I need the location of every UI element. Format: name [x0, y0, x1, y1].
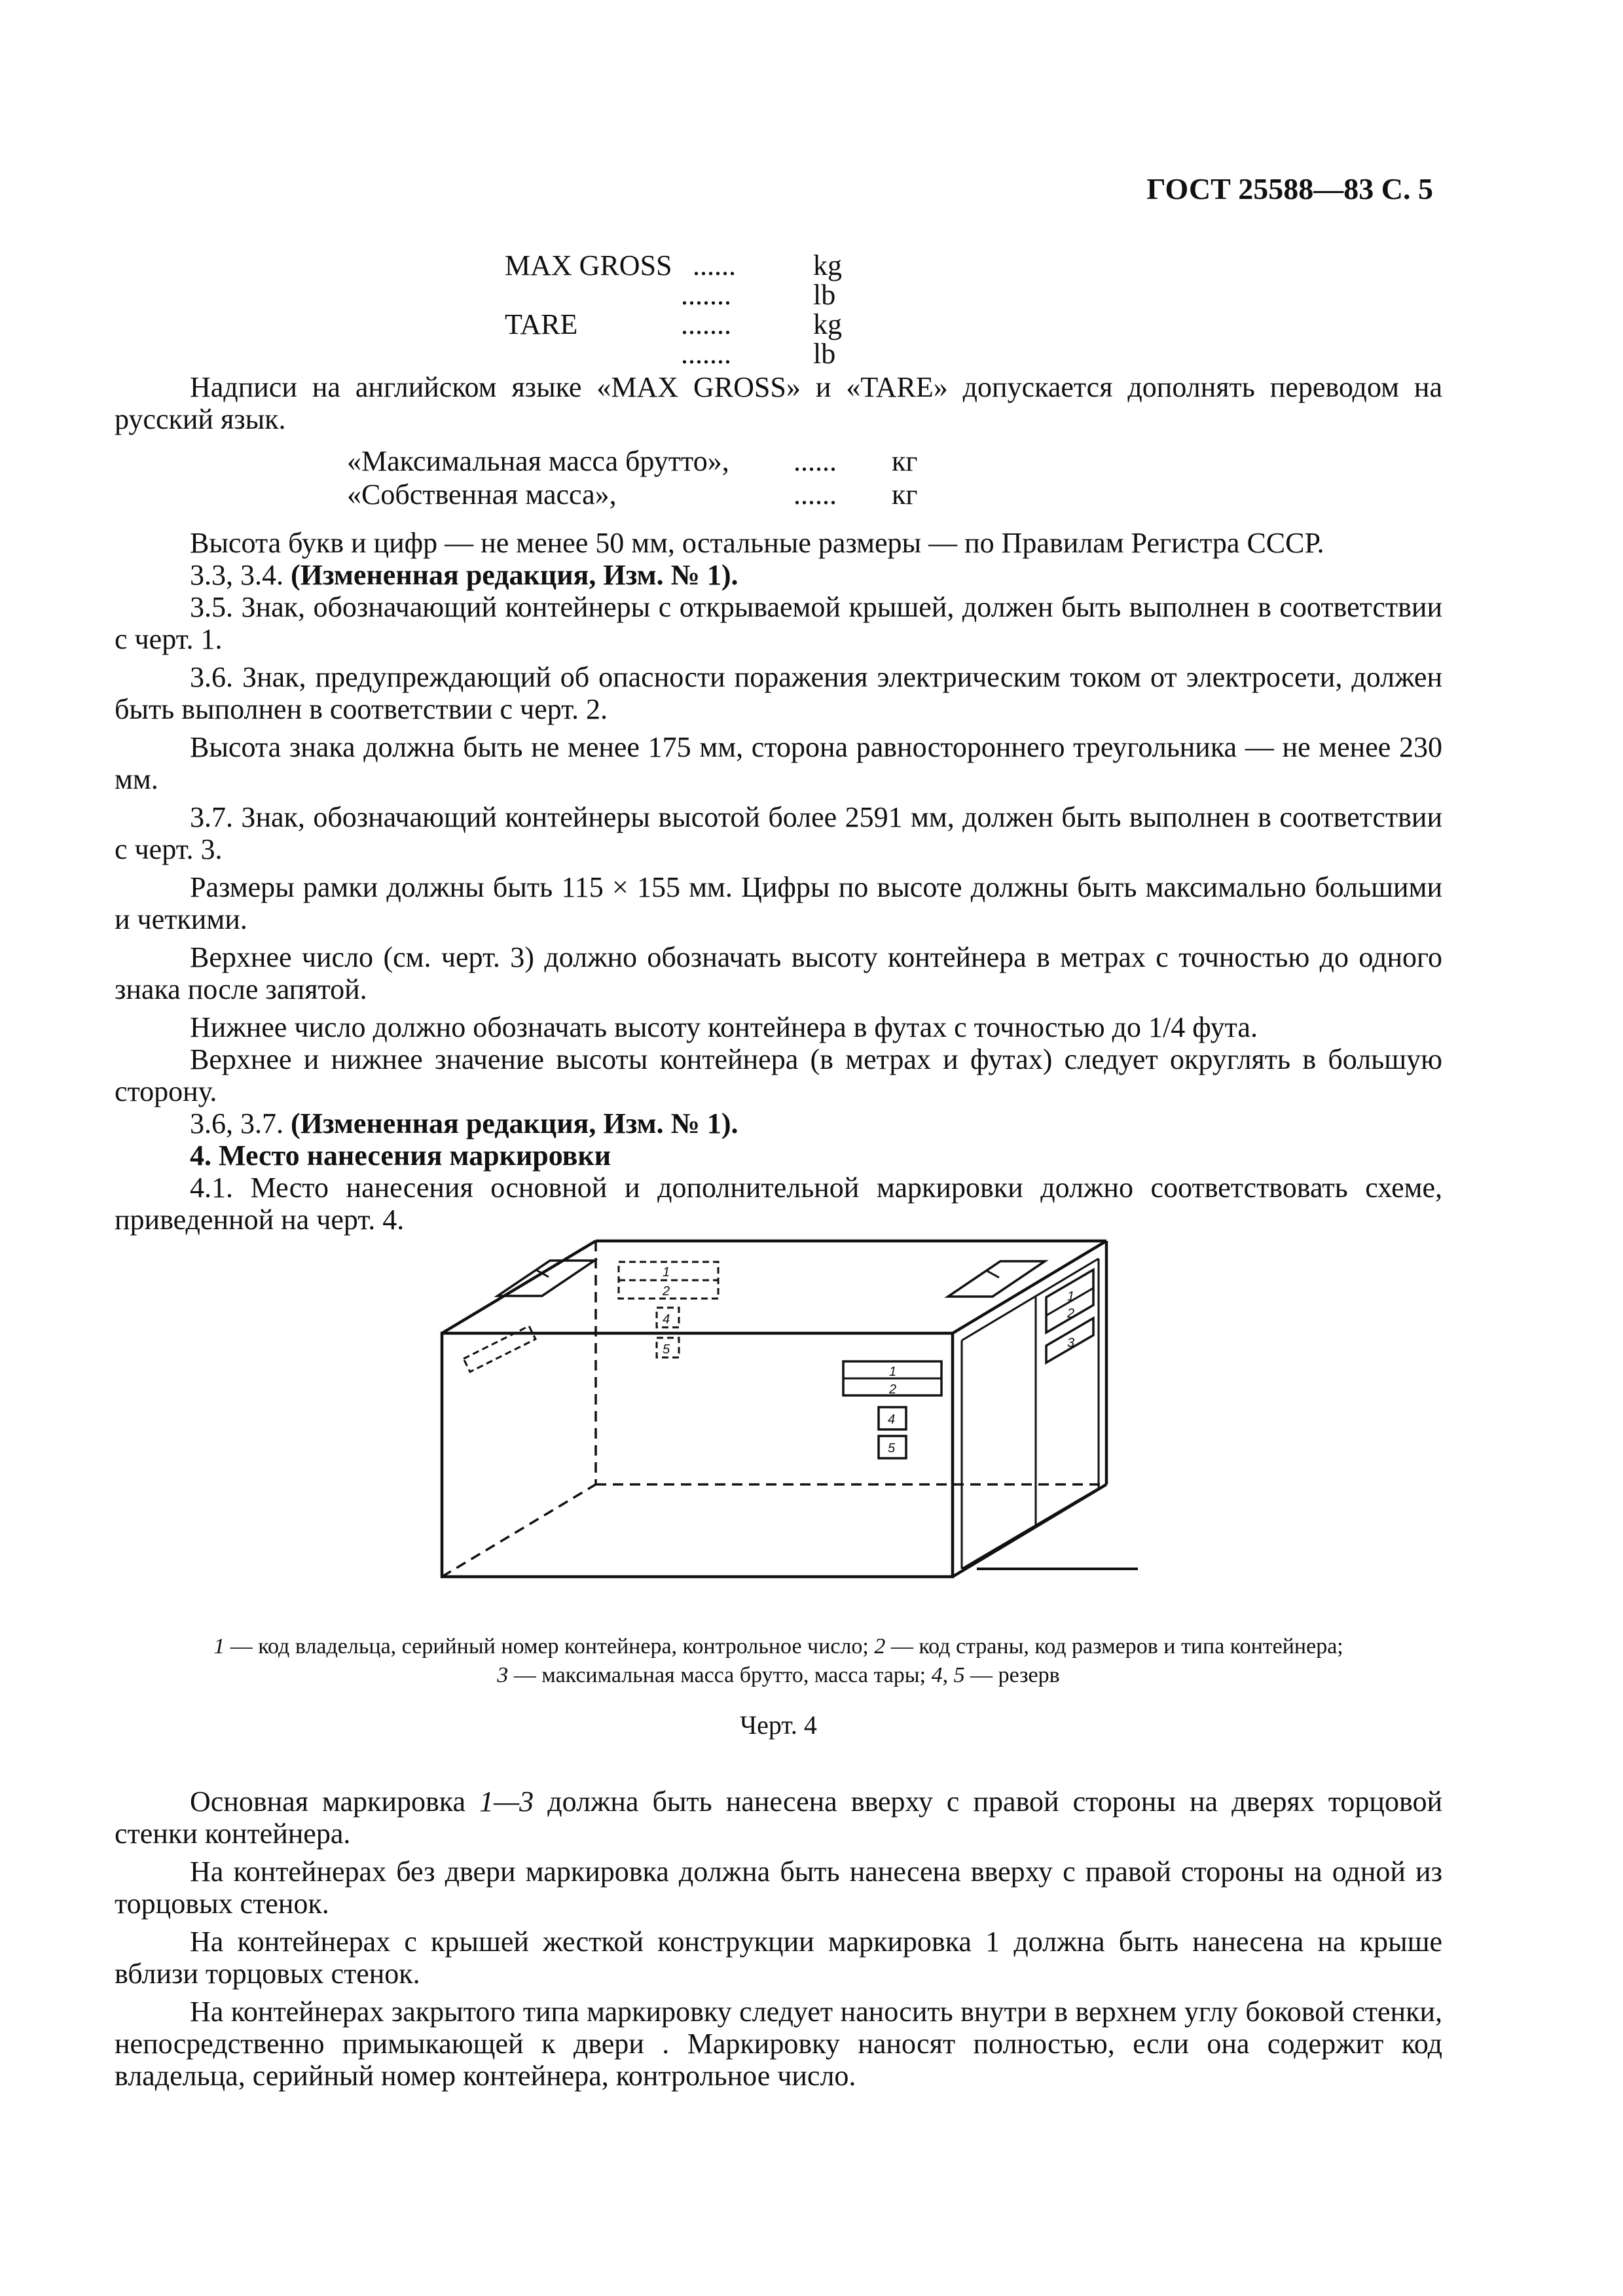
paragraph: Высота знака должна быть не менее 175 мм, сторона равностороннего треугольника — не менее 230 мм. [115, 731, 1442, 795]
paragraph: На контейнерах без двери маркировка должна быть нанесена вверху с правой стороны на одной из торцовых стенок. [115, 1856, 1442, 1920]
dots: ...... [793, 478, 837, 511]
translation-label: «Максимальная масса брутто», [347, 445, 729, 477]
unit-kg: kg [813, 249, 842, 281]
figure-title: Черт. 4 [740, 1710, 817, 1740]
tare-label: TARE [505, 308, 578, 340]
paragraph [115, 1785, 1442, 1850]
rear-marking-group [464, 1262, 718, 1372]
container-edge [953, 1241, 1106, 1333]
paragraph: Надписи на английском языке «MAX GROSS» и «TARE» допускается дополнять переводом на русский язык. [115, 371, 1442, 435]
caption-number: 2 [874, 1634, 886, 1659]
text-run: 1—3 [479, 1785, 534, 1818]
text-run: Основная маркировка [190, 1785, 480, 1818]
label-3: 3 [1067, 1336, 1075, 1350]
paragraph [115, 559, 1442, 591]
label-4: 4 [663, 1312, 670, 1327]
label-5: 5 [663, 1342, 670, 1357]
dots: ....... [681, 308, 731, 340]
paragraph: На контейнерах с крышей жесткой конструкции маркировка 1 должна быть нанесена на крыше вблизи торцовых стенок. [115, 1926, 1442, 1990]
paragraph: Нижнее число должно обозначать высоту контейнера в футах с точностью до 1/4 фута. [190, 1011, 1258, 1043]
caption-text: — код владельца, серийный номер контейнера, контрольное число; [225, 1634, 875, 1659]
amendment-note: (Измененная редакция, Изм. № 1). [291, 559, 739, 591]
label-1: 1 [889, 1365, 897, 1379]
paragraph-block-1 [115, 371, 1442, 435]
clause-number: 3.6, 3.7. [190, 1107, 283, 1139]
text-run: должна быть нанесена вверху с правой стороны на дверях торцовой стенки контейнера. [115, 1785, 1443, 1850]
caption-number: 3 [497, 1663, 509, 1687]
paragraph-block-3 [115, 1785, 1442, 2092]
caption-number: 4, 5 [931, 1663, 965, 1687]
dots: ....... [681, 338, 731, 370]
label-1: 1 [1067, 1289, 1075, 1304]
unit-kg: kg [813, 308, 842, 340]
paragraph: 3.7. Знак, обозначающий контейнеры высотой более 2591 мм, должен быть выполнен в соответствии с черт. 3. [115, 801, 1442, 865]
dots: ...... [793, 445, 837, 477]
container-edge [442, 1241, 596, 1333]
amendment-note: (Измененная редакция, Изм. № 1). [291, 1107, 739, 1139]
paragraph: Верхнее и нижнее значение высоты контейнера (в метрах и футах) следует округлять в большую сторону. [115, 1043, 1442, 1107]
caption-text: — максимальная масса брутто, масса тары; [508, 1663, 932, 1687]
door-frame [962, 1488, 1099, 1569]
caption-text: — резерв [964, 1663, 1060, 1687]
paragraph: Высота букв и цифр — не менее 50 мм, остальные размеры — по Правилам Регистра СССР. [190, 527, 1324, 559]
caption-text: — код страны, код размеров и типа контейнера; [885, 1634, 1343, 1659]
container-front-face [442, 1333, 953, 1577]
dots: ....... [681, 279, 731, 311]
page-header: ГОСТ 25588—83 С. 5 [1146, 172, 1433, 206]
label-4: 4 [888, 1412, 896, 1427]
unit-kg-ru: кг [892, 445, 918, 477]
translation-label: «Собственная масса», [347, 478, 617, 511]
label-2: 2 [1067, 1306, 1075, 1321]
paragraph: 3.5. Знак, обозначающий контейнеры с открываемой крышей, должен быть выполнен в соответствии с черт. 1. [115, 591, 1442, 655]
paragraph [115, 1107, 1442, 1139]
section-heading: 4. Место нанесения маркировки [190, 1139, 611, 1172]
unit-lb: lb [813, 338, 836, 370]
hidden-edges [442, 1241, 1106, 1577]
caption-number: 1 [213, 1634, 225, 1659]
label-1: 1 [663, 1265, 670, 1280]
label-2: 2 [889, 1382, 897, 1397]
paragraph: 4.1. Место нанесения основной и дополнительной маркировки должно соответствовать схеме, приведенной на черт. 4. [115, 1172, 1442, 1236]
max-gross-label: MAX GROSS [505, 249, 672, 281]
paragraph: Размеры рамки должны быть 115 × 155 мм. Цифры по высоте должны быть максимально большими и четкими. [115, 871, 1442, 935]
container-marking-diagram [419, 1211, 1152, 1590]
figure-caption [115, 1632, 1442, 1690]
label-5: 5 [888, 1441, 896, 1456]
label-2: 2 [663, 1284, 670, 1299]
unit-lb: lb [813, 279, 836, 311]
roof-placard-right [948, 1261, 1045, 1297]
unit-kg-ru: кг [892, 478, 918, 511]
paragraph: На контейнерах закрытого типа маркировку следует наносить внутри в верхнем углу боковой стенки, непосредственно примыкающей к двери . Маркировку наносят полностью, если она содержит код владельца, серийный номер контейнера, контрольное число. [115, 1996, 1442, 2092]
paragraph-block-2 [115, 527, 1442, 1236]
paragraph: Верхнее число (см. черт. 3) должно обозначать высоту контейнера в метрах с точностью до одного знака после запятой. [115, 941, 1442, 1005]
dots: ...... [693, 249, 736, 281]
paragraph: 3.6. Знак, предупреждающий об опасности поражения электрическим током от электросети, должен быть выполнен в соответствии с черт. 2. [115, 661, 1442, 725]
clause-number: 3.3, 3.4. [190, 559, 283, 591]
